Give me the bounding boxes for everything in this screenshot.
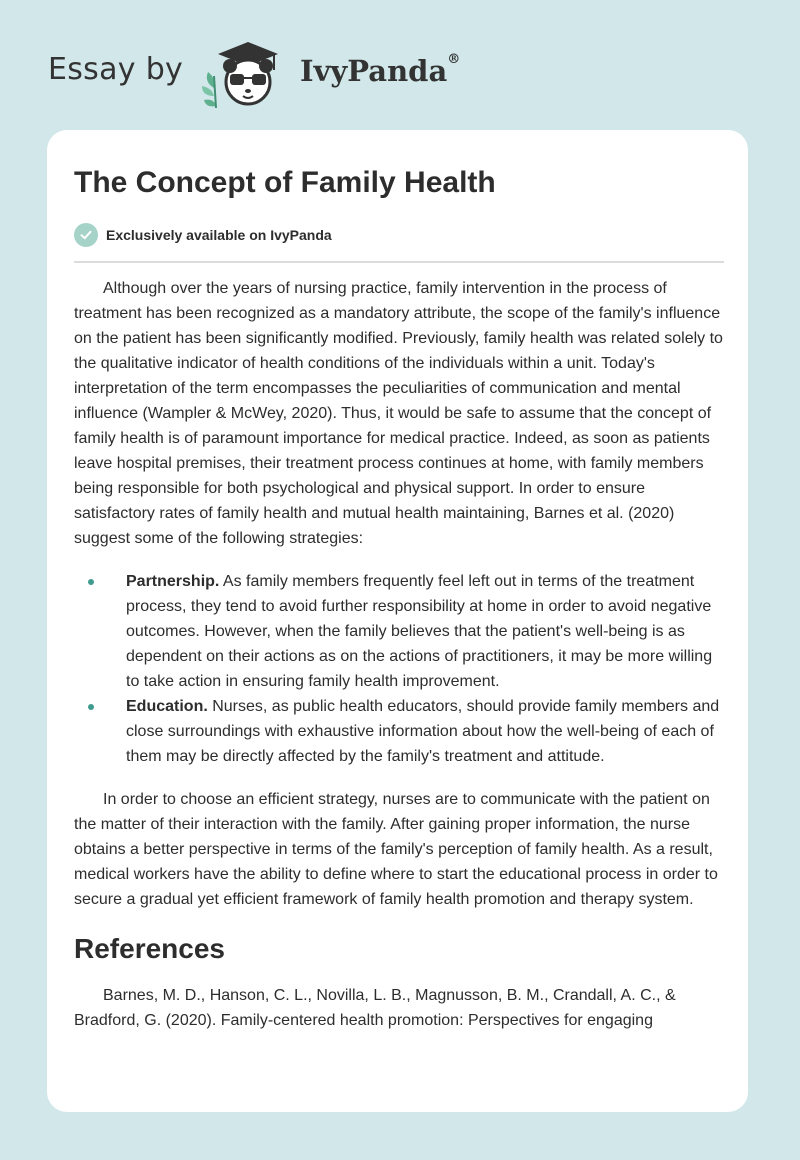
list-item: [74, 569, 722, 694]
divider: [74, 261, 724, 263]
strategy-list: [74, 569, 726, 769]
references-heading: References: [74, 933, 225, 964]
paragraph: Although over the years of nursing practice, family intervention in the process of treatment has been recognized as a mandatory attribute, the scope of the family's influence on the patient has been significantly modified. Previously, family health was related solely to the qualitative indicator of health conditions of the individuals within a unit. Today's interpretation of the term encompasses the peculiarities of communication and mental influence (Wampler & McWey, 2020). Thus, it would be safe to assume that the concept of family health is of paramount importance for medical practice. Indeed, as soon as patients leave hospital premises, their treatment process continues at home, with family members being responsible for both psychological and physical support. In order to ensure satisfactory rates of family health and mutual health maintaining, Barnes et al. (2020) suggest some of the following strategies:: [74, 280, 723, 547]
paragraph: In order to choose an efficient strategy, nurses are to communicate with the patient on the matter of their interaction with the family. After gaining proper information, the nurse obtains a better perspective in terms of the family's perception of family health. As a result, medical workers have the ability to define where to start the educational process in order to secure a gradual yet efficient framework of family health promotion and therapy system.: [74, 791, 718, 908]
list-item-text: Nurses, as public health educators, should provide family members and close surroundings with exhaustive information about how the well-being of each of them may be directly affected by the family's treatment and attitude.: [126, 698, 720, 765]
essay-body: [74, 276, 726, 1033]
essay-card: [47, 130, 748, 1112]
list-item-term: Education.: [126, 698, 208, 715]
list-item: [74, 694, 722, 769]
panda-logo-icon[interactable]: [200, 36, 292, 112]
essay-by-label: Essay by: [48, 52, 184, 87]
bullet-icon: [88, 704, 94, 710]
bullet-icon: [88, 579, 94, 585]
page-title: The Concept of Family Health: [74, 166, 496, 199]
exclusive-label: Exclusively available on IvyPanda: [106, 227, 332, 243]
reference-entry: Barnes, M. D., Hanson, C. L., Novilla, L. B., Magnusson, B. M., Crandall, A. C., & Bradford, G. (2020). Family-centered health promotion: Perspectives for engaging: [74, 987, 676, 1029]
brand-name[interactable]: IvyPanda®: [300, 52, 461, 88]
check-icon: [74, 223, 98, 247]
site-header: [48, 34, 548, 114]
list-item-text: As family members frequently feel left out in terms of the treatment process, they tend to avoid further responsibility at home in order to avoid negative outcomes. However, when the family believes that the patient's well-being is as dependent on their actions as on the actions of practitioners, it may be more willing to take action in ensuring family health improvement.: [126, 573, 713, 690]
registered-mark: ®: [447, 52, 461, 67]
exclusive-badge: [74, 223, 332, 247]
list-item-term: Partnership.: [126, 573, 220, 590]
